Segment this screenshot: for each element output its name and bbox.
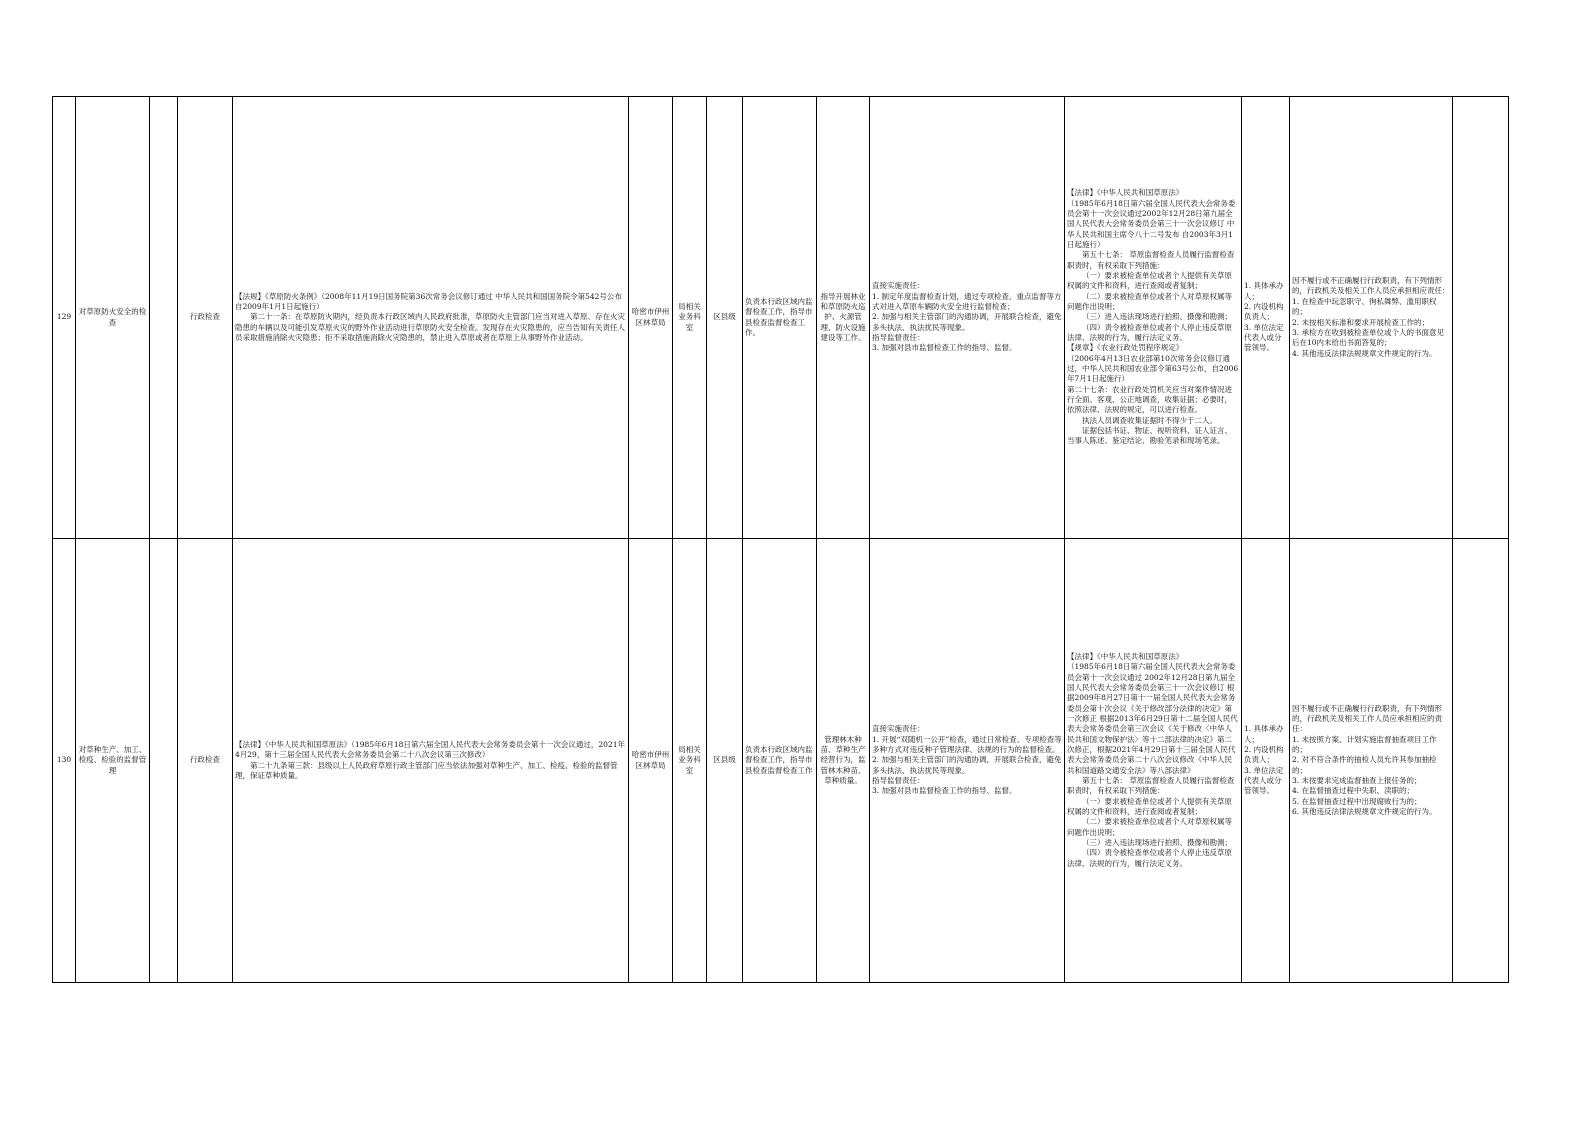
- implementing-subject: 哈密市伊州区林草局: [629, 97, 673, 539]
- basis-line: 第二十一条：在草原防火期内，经负责本行政区域内人民政府批准，草原防火主管部门应当对进入草原、存在火灾隐患的车辆以及可能引发草原火灾的野外作业活动进行草原防火安全检查。发现存在火灾隐患的，应当告知有关责任人员采取措施消除火灾隐患；拒不采取措施消除火灾隐患的，禁止进入草原或者在草原上从事野外作业活动。: [235, 312, 625, 343]
- resp-basis-line: （三）进入违法现场进行拍照、摄像和勘测；: [1082, 312, 1232, 322]
- liability-line: 1. 在检查中玩忽职守、徇私舞弊、滥用职权的；: [1292, 296, 1437, 317]
- responsibility-bearer: [1242, 97, 1290, 539]
- liability-line: 5. 在监督抽查过程中出现腐败行为的；: [1292, 796, 1422, 806]
- sub-item: [150, 97, 178, 539]
- liability-line: 6. 其他违反法律法规规章文件规定的行为。: [1292, 807, 1437, 817]
- responsible-office: 局相关业务科室: [673, 97, 707, 539]
- resp-basis-line: 执法人员调查收集证据时不得少于二人。: [1082, 415, 1217, 425]
- resp-basis-line: （四）责令被检查单位或者个人停止违反草原法律、法规的行为，履行法定义务。: [1067, 848, 1232, 868]
- bearer-line: 3. 单位法定代表人或分管领导。: [1244, 322, 1284, 353]
- responsibility: [870, 97, 1065, 539]
- power-list-table: [52, 96, 1509, 983]
- bearer-line: 2. 内设机构负责人；: [1244, 744, 1284, 765]
- remarks: [1453, 539, 1509, 983]
- resp-basis-line: 第二十七条：农业行政处罚机关应当对案件情况进行全面、客观、公正地调查，收集证据；必要时，依照法律、法规的规定，可以进行检查。: [1067, 384, 1232, 415]
- item-name: 对草种生产、加工、检疫、检验的监督管理: [76, 539, 150, 983]
- resp-basis-line: 【法律】《中华人民共和国草原法》: [1067, 651, 1184, 661]
- liability-line: 因不履行或不正确履行行政职责，有下列情形的，行政机关及相关工作人员应承担相应责任：: [1292, 276, 1450, 296]
- resp-basis-line: 【法律】《中华人民共和国草原法》: [1067, 188, 1184, 198]
- bearer-line: 1. 具体承办人；: [1244, 281, 1284, 301]
- remarks: [1453, 97, 1509, 539]
- resp-line: 1. 开展“双随机一公开”检查，通过日常检查、专项检查等多种方式对违反种子管理法律、法规的行为的监督检查。: [872, 734, 1062, 754]
- implementing-subject: 哈密市伊州区林草局: [629, 539, 673, 983]
- item-name: 对草原防火安全的检查: [76, 97, 150, 539]
- liability-line: 4. 在监督抽查过程中失职、渎职的；: [1292, 786, 1415, 796]
- liability-line: 3. 未按要求完成监督抽查上报任务的；: [1292, 776, 1422, 786]
- resp-line: 直接实施责任：: [872, 281, 925, 291]
- resp-basis-line: （一）要求被检查单位或者个人提供有关草原权属的文件和资料，进行查阅或者复制；: [1067, 270, 1232, 291]
- bearer-line: 3. 单位法定代表人或分管领导。: [1244, 765, 1284, 796]
- guidance: 指导开展林业和草原防火巡护、火源管理、防火设施建设等工作。: [817, 97, 870, 539]
- basis-line: 【法律】《中华人民共和国草原法》（1985年6月18日第六届全国人民代表大会常务委员会第十一次会议通过，2021年4月29，第十三届全国人民代表大会常务委员会第二十八次会议第三次修改）: [235, 739, 625, 760]
- resp-basis-line: （1985年6月18日第六届全国人民代表大会常务委员会第十一次会议通过2002年12月28日第九届全国人民代表大会常务委员会第三十一次会议修订 中华人民共和国主席令八十二号发布 自2003年3月1日起施行）: [1067, 198, 1236, 249]
- item-type: 行政检查: [178, 97, 233, 539]
- sub-item: [150, 539, 178, 983]
- resp-line: 3. 加强对县市监督检查工作的指导、监督。: [872, 343, 1017, 353]
- liability-line: 因不履行或不正确履行行政职责，有下列情形的，行政机关及相关工作人员应承担相应的责任：: [1292, 703, 1442, 734]
- resp-basis-line: （1985年6月18日第六届全国人民代表大会常务委员会第十一次会议通过 2002年12月28日第九届全国人民代表大会常务委员会第三十一次会议修订 根据2009年8月27日第十一届全国人民代表大会常务委员会第十次会议《关于修改部分法律的决定》第一次修正 根据2013年6月29日第十二届全国人民代表大会常务委员会第三次会议《关于修改〈中华人民共和国文物保护法〉等十二部法律的决定》第二次修正，根据2021年4月29日第十三届全国人民代表大会常务委员会第二十八次会议修改《中华人民共和国道路交通安全法》等八部法律》: [1067, 662, 1238, 775]
- table-row: [53, 539, 1509, 983]
- responsibility-basis: [1065, 97, 1242, 539]
- resp-basis-line: 第五十七条： 草原监督检查人员履行监督检查职责时，有权采取下列措施：: [1067, 250, 1235, 270]
- resp-basis-line: 【规章】《农业行政处罚程序规定》: [1067, 343, 1184, 353]
- resp-line: 直接实施责任：: [872, 724, 925, 734]
- level-division: 负责本行政区域内监督检查工作，指导市县检查监督检查工作。: [743, 97, 817, 539]
- liability-line: 2. 对不符合条件的抽检人员允许其参加抽检的；: [1292, 755, 1437, 775]
- responsibility: [870, 539, 1065, 983]
- resp-line: 指导监督责任：: [872, 333, 925, 343]
- exercise-level: 区县级: [707, 539, 743, 983]
- item-type: 行政检查: [178, 539, 233, 983]
- level-division: 负责本行政区域内监督检查工作，指导市县检查监督检查工作: [743, 539, 817, 983]
- table-row: [53, 97, 1509, 539]
- basis-line: 第二十九条第三款：县级以上人民政府草原行政主管部门应当依法加强对草种生产、加工、检疫、检验的监督管理，保证草种质量。: [235, 760, 618, 780]
- liability-line: 1. 未按照方案、计划实施监督抽查项目工作的；: [1292, 734, 1437, 754]
- liability-line: 3. 承检方在收到被检查单位或个人的书面意见后在10内未给出书面答复的；: [1292, 327, 1445, 348]
- exercise-level: 区县级: [707, 97, 743, 539]
- liability: [1290, 539, 1453, 983]
- responsibility-basis: [1065, 539, 1242, 983]
- legal-basis: [233, 539, 629, 983]
- guidance: 管理林木种苗、草种生产经营行为，监管林木种苗、草种质量。: [817, 539, 870, 983]
- resp-basis-line: （二）要求被检查单位或者个人对草原权属等问题作出说明；: [1067, 291, 1232, 311]
- bearer-line: 1. 具体承办人；: [1244, 724, 1284, 744]
- resp-basis-line: （二）要求被检查单位或者个人对草原权属等问题作出说明；: [1067, 817, 1232, 837]
- basis-line: 【法规】《草原防火条例》（2008年11月19日国务院第36次常务会议修订通过 中华人民共和国国务院令第542号公布 自2009年1月1日起施行）: [235, 291, 622, 311]
- resp-basis-line: （三）进入违法现场进行拍照、摄像和勘测；: [1082, 838, 1232, 848]
- resp-basis-line: 证据包括书证、物证、视听资料、证人证言、当事人陈述、鉴定结论、勘验笔录和现场笔录。: [1067, 426, 1232, 446]
- row-seq: 129: [53, 97, 76, 539]
- responsibility-bearer: [1242, 539, 1290, 983]
- resp-basis-line: （四）责令被检查单位或者个人停止违反草原法律、法规的行为，履行法定义务。: [1067, 322, 1232, 343]
- responsible-office: 局相关业务科室: [673, 539, 707, 983]
- resp-basis-line: （2006年4月13日农业部第10次常务会议修订通过，中华人民共和国农业部令第63号公布，自2006年7月1日起施行）: [1067, 353, 1239, 384]
- resp-line: 1. 制定年度监督检查计划，通过专项检查、重点监督等方式对进入草原车辆防火安全进行监督检查；: [872, 291, 1062, 311]
- resp-line: 3. 加强对县市监督检查工作的指导、监督。: [872, 786, 1017, 796]
- resp-line: 指导监督责任：: [872, 776, 925, 786]
- liability: [1290, 97, 1453, 539]
- liability-line: 4. 其他违反法律法规规章文件规定的行为。: [1292, 348, 1437, 358]
- legal-basis: [233, 97, 629, 539]
- resp-line: 2. 加强与相关主管部门的沟通协调，开展联合检查，避免多头执法、执法扰民等现象。: [872, 312, 1062, 332]
- resp-basis-line: （一）要求被检查单位或者个人提供有关草原权属的文件和资料，进行查阅或者复制；: [1067, 796, 1232, 817]
- resp-line: 2. 加强与相关主管部门的沟通协调，开展联合检查，避免多头执法、执法扰民等现象。: [872, 755, 1062, 775]
- resp-basis-line: 第五十七条： 草原监督检查人员履行监督检查职责时，有权采取下列措施：: [1067, 776, 1235, 796]
- liability-line: 2. 未按相关标准和要求开展检查工作的；: [1292, 317, 1430, 327]
- bearer-line: 2. 内设机构负责人；: [1244, 301, 1284, 322]
- row-seq: 130: [53, 539, 76, 983]
